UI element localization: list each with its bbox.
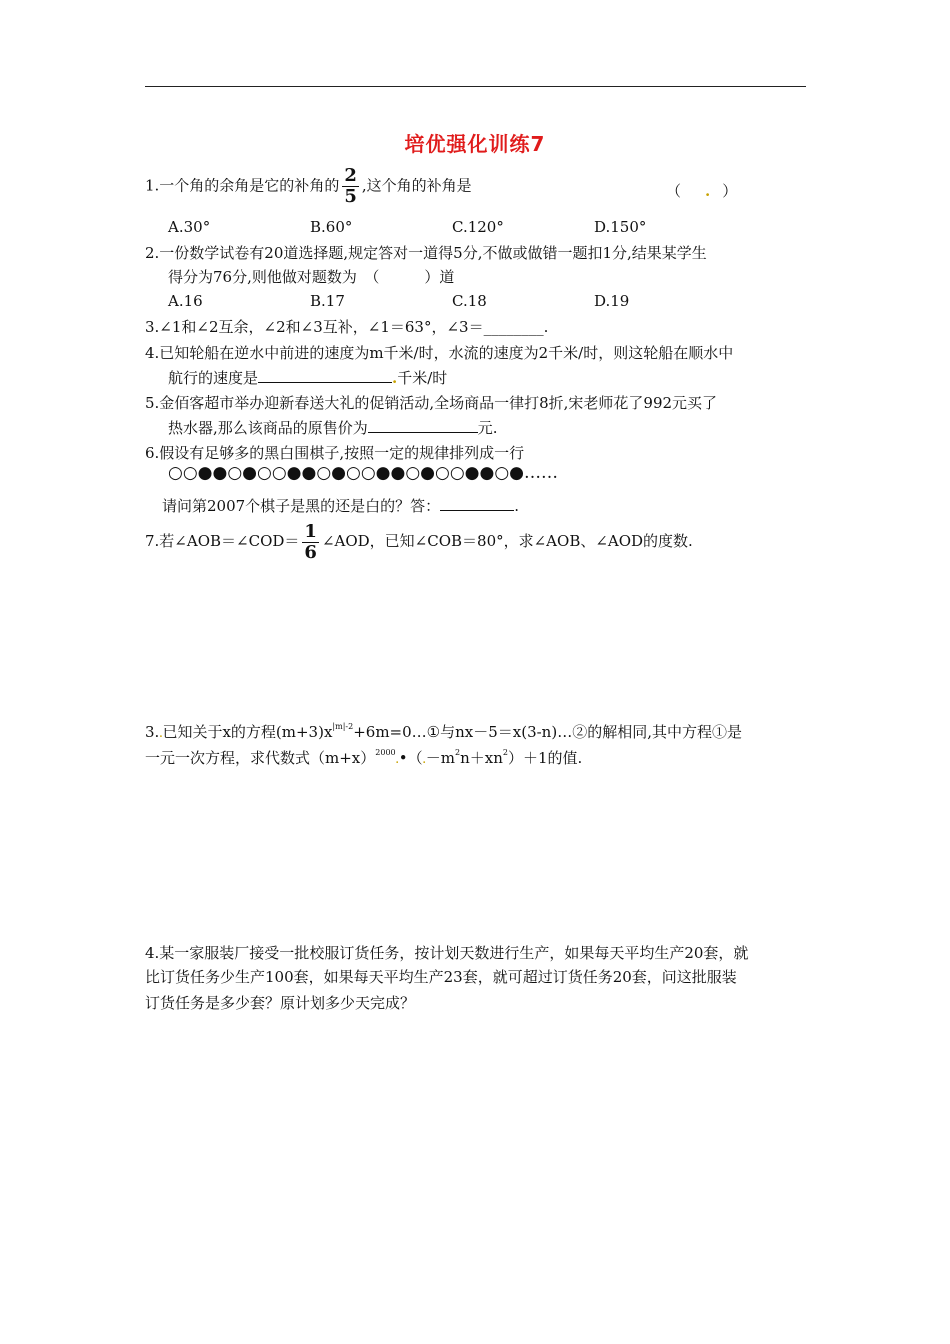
fraction-two-fifths xyxy=(342,166,359,207)
question-2-line-2: 得分为76分,则他做对题数为 （ ）道 xyxy=(168,268,455,286)
header-rule xyxy=(145,86,806,87)
ellipsis: …… xyxy=(524,463,559,483)
problem-3-line-2 xyxy=(145,742,582,772)
exponent: |m|-2 xyxy=(332,722,354,731)
q6-text-b: . xyxy=(514,497,519,515)
question-5-line-1: 5.金佰客超市举办迎新春送大礼的促销活动,全场商品一律打8折,宋老师花了992元买了 xyxy=(145,394,718,412)
answer-blank xyxy=(368,416,478,433)
stones: ○○●●○●○○●●○●○○●●○●○○●●○● xyxy=(168,463,525,483)
problem-4-line-3: 订货任务是多少套？原计划多少天完成？ xyxy=(145,994,416,1012)
problem-4-line-2: 比订货任务少生产100套，如果每天平均生产23套，就可超过订货任务20套，问这批服装 xyxy=(145,968,737,986)
p3-text-h: ）＋1的值. xyxy=(507,749,583,767)
fraction-denominator: 5 xyxy=(344,186,357,207)
q1-option-d: D.150° xyxy=(594,218,647,236)
superscript-2: 2 xyxy=(502,748,508,757)
p3-text-g: n＋xn xyxy=(460,749,503,767)
p3-text-b: 已知关于x的方程(m+3)x xyxy=(162,723,333,741)
scan-dot: . xyxy=(422,756,426,766)
question-2-line-1: 2.一份数学试卷有20道选择题,规定答对一道得5分,不做或做错一题扣1分,结果某学生 xyxy=(145,244,707,262)
p3-text-e: •（ xyxy=(398,749,423,767)
go-stones-sequence xyxy=(168,462,558,484)
question-7 xyxy=(145,521,693,563)
p3-text-d: 一元一次方程，求代数式（m+x） xyxy=(145,749,376,767)
scan-dot: . xyxy=(392,369,398,387)
page-title: 培优强化训练7 xyxy=(404,132,546,156)
q6-text-a: 请问第2007个棋子是黑的还是白的？答： xyxy=(162,497,441,515)
q1-option-b: B.60° xyxy=(310,218,353,236)
fraction-numerator: 2 xyxy=(344,165,357,186)
question-4-line-1: 4.已知轮船在逆水中前进的速度为m千米/时，水流的速度为2千米/时，则这轮船在顺水中 xyxy=(145,344,734,362)
q5-text-a: 热水器,那么该商品的原售价为 xyxy=(168,419,368,437)
p3-number: 3. xyxy=(145,723,160,741)
p3-text-c: +6m=0…①与nx－5＝x(3-n)…②的解相同,其中方程①是 xyxy=(353,723,742,741)
q2-option-c: C.18 xyxy=(452,292,487,310)
paren-left: （ xyxy=(666,182,682,200)
question-5-line-2 xyxy=(168,416,498,439)
q5-text-b: 元. xyxy=(477,419,498,437)
q7-text-a: 7.若∠AOB＝∠COD＝ xyxy=(145,532,300,550)
q4-text-b: 千米/时 xyxy=(397,369,448,387)
question-1 xyxy=(145,166,472,207)
question-3: 3.∠1和∠2互余，∠2和∠3互补，∠1＝63°，∠3＝________. xyxy=(145,318,549,336)
q2-option-a: A.16 xyxy=(168,292,203,310)
superscript-2: 2 xyxy=(455,748,461,757)
scan-dot: . xyxy=(159,730,163,740)
fraction-denominator: 6 xyxy=(304,542,317,563)
q2-option-b: B.17 xyxy=(310,292,345,310)
q1-answer-paren xyxy=(666,180,737,201)
question-4-line-2 xyxy=(168,366,447,389)
q2-option-d: D.19 xyxy=(594,292,630,310)
fraction-numerator: 1 xyxy=(304,521,317,542)
p3-text-f: －m xyxy=(425,749,455,767)
answer-blank xyxy=(440,494,514,511)
fraction-one-sixth xyxy=(302,522,319,563)
q1-option-a: A.30° xyxy=(168,218,211,236)
paren-right: ） xyxy=(722,182,738,200)
question-6-line-3 xyxy=(162,494,519,517)
scan-dot: . xyxy=(395,756,399,766)
q4-text-a: 航行的速度是 xyxy=(168,369,259,387)
exponent-2000: 2000 xyxy=(375,748,396,757)
q1-text-b: ,这个角的补角是 xyxy=(361,176,472,195)
answer-blank xyxy=(258,366,392,383)
q1-text-a: 1.一个角的余角是它的补角的 xyxy=(145,176,340,195)
question-6-line-1: 6.假设有足够多的黑白围棋子,按照一定的规律排列成一行 xyxy=(145,444,525,462)
problem-4-line-1: 4.某一家服装厂接受一批校服订货任务，按计划天数进行生产，如果每天平均生产20套，就 xyxy=(145,944,749,962)
q1-option-c: C.120° xyxy=(452,218,504,236)
q7-text-b: ∠AOD，已知∠COB＝80°，求∠AOB、∠AOD的度数. xyxy=(321,532,693,550)
scan-dot: . xyxy=(705,182,711,200)
